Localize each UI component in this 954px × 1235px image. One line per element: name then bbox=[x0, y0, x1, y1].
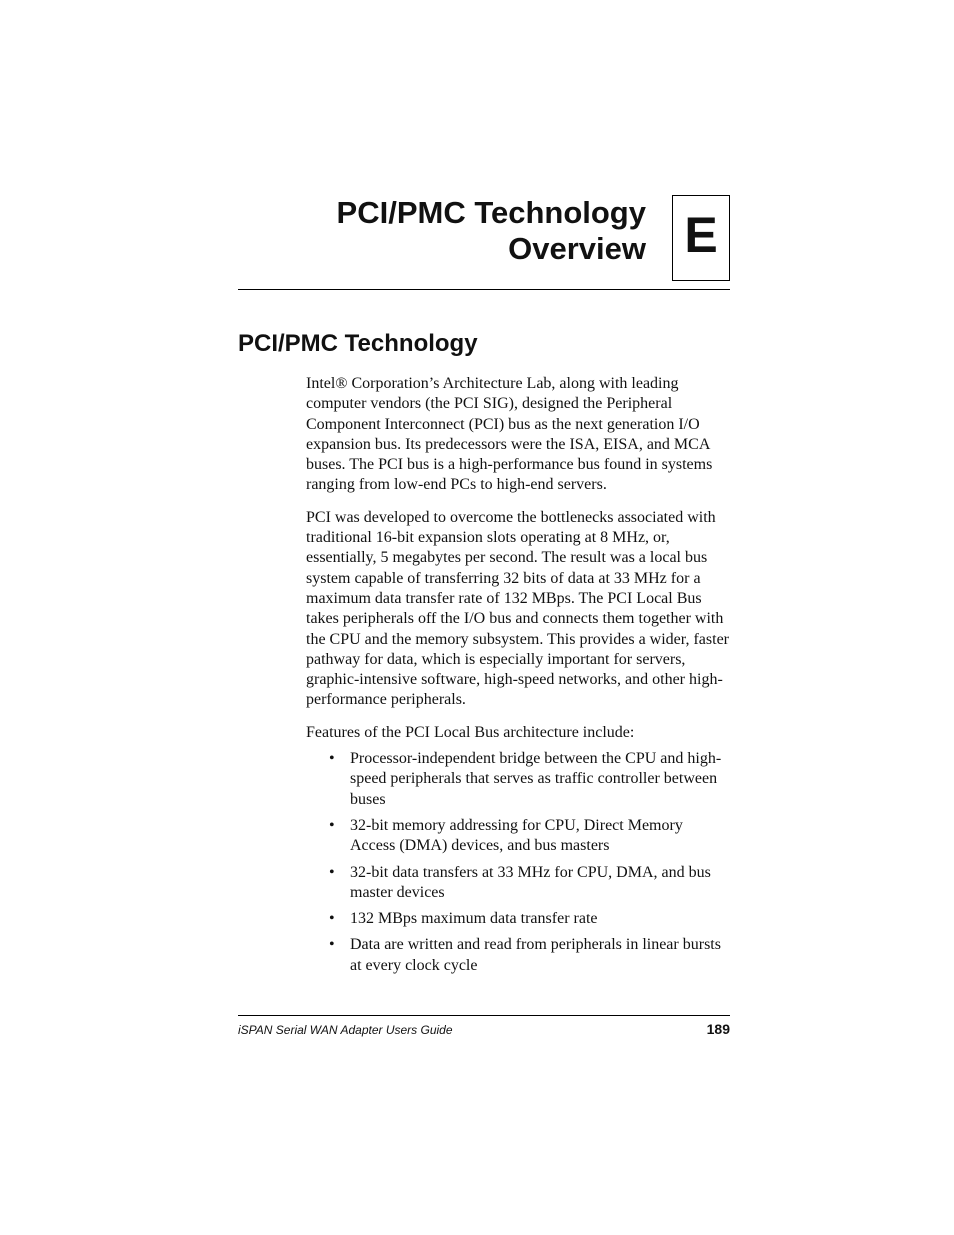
footer-guide-title: iSPAN Serial WAN Adapter Users Guide bbox=[238, 1023, 453, 1037]
paragraph-features-lead: Features of the PCI Local Bus architecture include: bbox=[306, 723, 635, 741]
chapter-title bbox=[238, 195, 646, 267]
features-list bbox=[306, 749, 730, 976]
bullet-icon: • bbox=[329, 910, 335, 928]
bullet-icon: • bbox=[329, 750, 335, 768]
paragraph-development: PCI was developed to overcome the bottlenecks associated with traditional 16-bit expansion slots operating at 8 MHz, or, essentially, 5 megabytes per second. The result was a local bus system capable of transferring 32 bits of data at 33 MHz for a maximum data transfer rate of 132 MBps. The PCI Local Bus takes peripherals off the I/O bus and connects them together with the CPU and the memory subsystem. This provides a wider, faster pathway for data, which is especially important for servers, graphic-intensive software, high-speed networks, and other high-performance peripherals. bbox=[306, 508, 729, 709]
list-item-text: 32-bit memory addressing for CPU, Direct Memory Access (DMA) devices, and bus masters bbox=[350, 816, 683, 855]
footer-divider bbox=[238, 1015, 730, 1016]
chapter-title-line-1: PCI/PMC Technology bbox=[336, 195, 646, 230]
chapter-title-line-2: Overview bbox=[508, 231, 646, 266]
bullet-icon: • bbox=[329, 863, 335, 881]
bullet-icon: • bbox=[329, 936, 335, 954]
title-divider bbox=[238, 289, 730, 290]
chapter-letter-box: E bbox=[672, 195, 730, 281]
list-item bbox=[306, 909, 730, 929]
list-item-text: 32-bit data transfers at 33 MHz for CPU, DMA, and bus master devices bbox=[350, 863, 711, 901]
list-item bbox=[306, 749, 730, 810]
paragraph-intro: Intel® Corporation’s Architecture Lab, along with leading computer vendors (the PCI SIG), designed the Peripheral Component Interconnect (PCI) bus as the next generation I/O expansion bus. Its predecessors were the ISA, EISA, and MCA buses. The PCI bus is a high-performance bus found in systems ranging from low-end PCs to high-end servers. bbox=[306, 375, 713, 494]
list-item bbox=[306, 863, 730, 904]
list-item-text: 132 MBps maximum data transfer rate bbox=[350, 910, 598, 928]
list-item-text: Data are written and read from peripherals in linear bursts at every clock cycle bbox=[350, 936, 721, 974]
section-heading: PCI/PMC Technology bbox=[238, 330, 478, 357]
section-body bbox=[306, 374, 730, 982]
list-item bbox=[306, 935, 730, 976]
list-item-text: Processor-independent bridge between the CPU and high-speed peripherals that serves as traffic controller between buses bbox=[350, 750, 722, 808]
page-number: 189 bbox=[706, 1021, 730, 1037]
bullet-icon: • bbox=[329, 816, 335, 834]
list-item bbox=[306, 816, 730, 857]
